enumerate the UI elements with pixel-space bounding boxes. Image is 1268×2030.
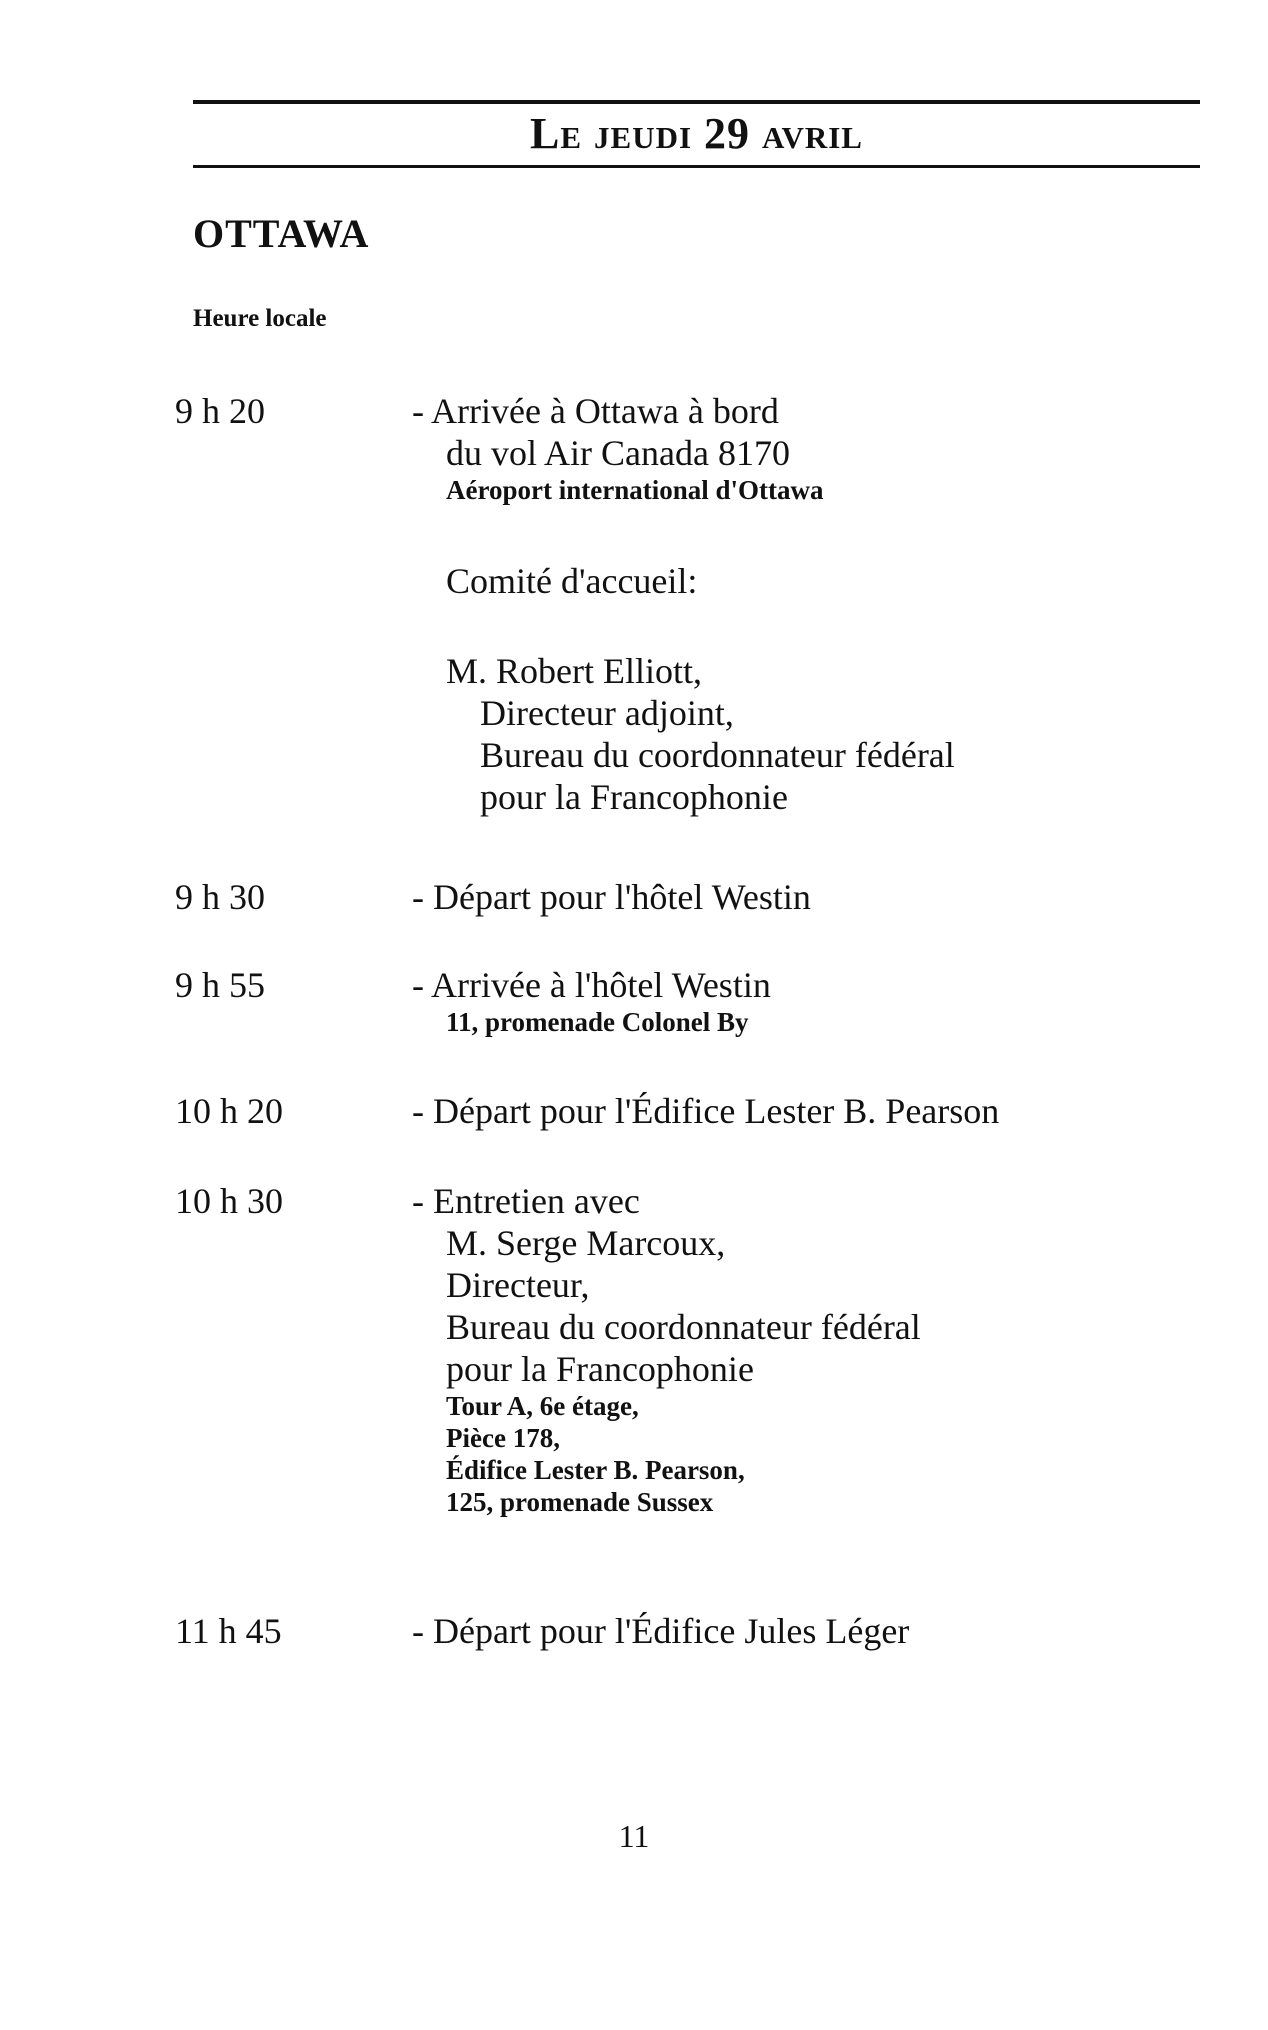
- entry-4-line-4: pour la Francophonie: [446, 1349, 754, 1389]
- entry-5-line-0: - Départ pour l'Édifice Jules Léger: [412, 1611, 910, 1651]
- entry-4-line-0: - Entretien avec: [412, 1181, 640, 1221]
- entry-4-line-1: M. Serge Marcoux,: [446, 1223, 726, 1263]
- entry-1: [412, 876, 811, 918]
- welcome-label: Comité d'accueil:: [446, 561, 698, 601]
- entry-4-small-1: Pièce 178,: [446, 1423, 560, 1453]
- entry-0-line-1: du vol Air Canada 8170: [446, 433, 790, 473]
- welcome-name: M. Robert Elliott,: [446, 651, 702, 691]
- time-4: 10 h 30: [175, 1181, 283, 1221]
- welcome-role-2: pour la Francophonie: [480, 777, 788, 817]
- entry-2-small-0: 11, promenade Colonel By: [446, 1007, 749, 1037]
- time-5: 11 h 45: [175, 1611, 282, 1651]
- local-time-label: Heure locale: [193, 305, 327, 332]
- welcome-role-1: Bureau du coordonnateur fédéral: [480, 735, 955, 775]
- entry-5: [412, 1610, 909, 1652]
- entry-4: [412, 1180, 921, 1518]
- entry-0-line-0: - Arrivée à Ottawa à bord: [412, 391, 779, 431]
- time-2: 9 h 55: [175, 965, 265, 1005]
- page-heading: Le jeudi 29 avril: [530, 109, 863, 158]
- entry-4-small-3: 125, promenade Sussex: [446, 1487, 714, 1517]
- entry-2-line-0: - Arrivée à l'hôtel Westin: [412, 965, 771, 1005]
- entry-4-line-3: Bureau du coordonnateur fédéral: [446, 1307, 921, 1347]
- city-title: OTTAWA: [193, 211, 370, 256]
- welcome-role-0: Directeur adjoint,: [480, 693, 734, 733]
- top-rule: [193, 100, 1200, 104]
- entry-0-small-0: Aéroport international d'Ottawa: [446, 475, 824, 505]
- entry-2: [412, 964, 771, 1038]
- entry-4-line-2: Directeur,: [446, 1265, 590, 1305]
- entry-4-small-0: Tour A, 6e étage,: [446, 1391, 639, 1421]
- bottom-rule: [193, 165, 1200, 168]
- welcome-block: [446, 650, 955, 818]
- time-0: 9 h 20: [175, 391, 265, 431]
- entry-1-line-0: - Départ pour l'hôtel Westin: [412, 877, 811, 917]
- time-3: 10 h 20: [175, 1091, 283, 1131]
- entry-4-small-2: Édifice Lester B. Pearson,: [446, 1455, 745, 1485]
- entry-3: [412, 1090, 999, 1132]
- time-1: 9 h 30: [175, 877, 265, 917]
- entry-3-line-0: - Départ pour l'Édifice Lester B. Pearson: [412, 1091, 1000, 1131]
- entry-0: [412, 390, 823, 506]
- page-number: 11: [618, 1818, 650, 1854]
